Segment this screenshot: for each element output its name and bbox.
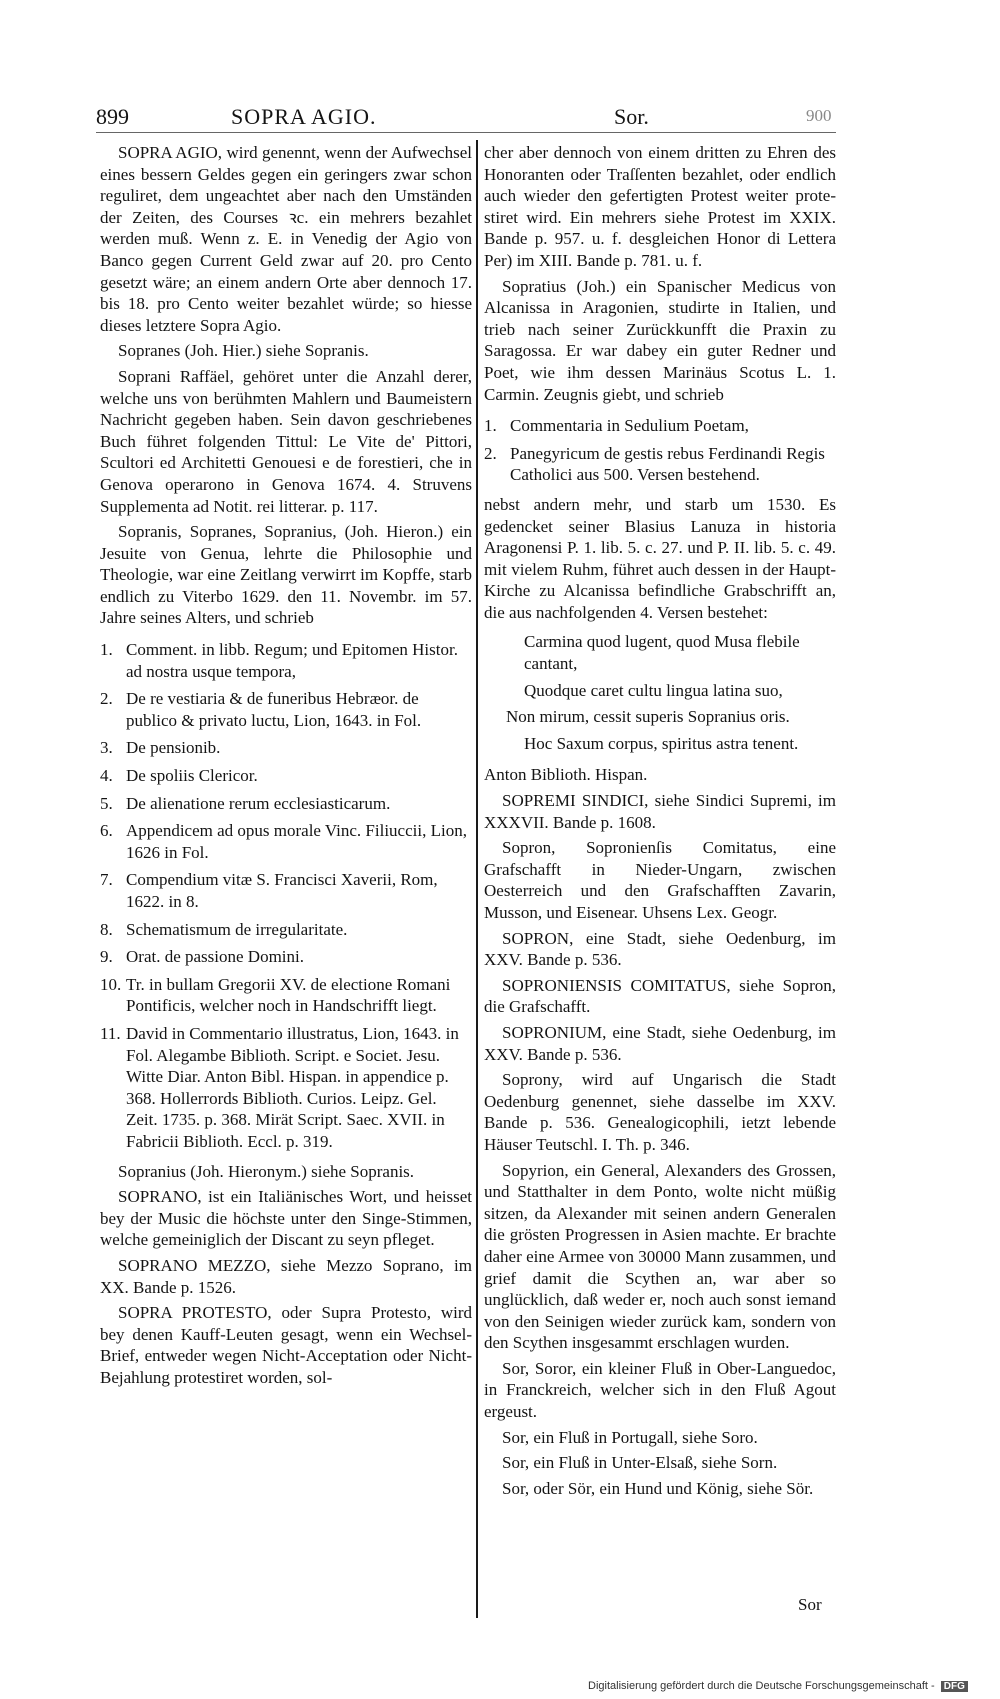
entry-sopron-comitatus: Sopron, Sopronienſis Comitatus, eine Grafschafft in Nieder-Ungarn, zwischen Oesterreich und den Grafschafften Zavarin, Musson, und Eisenear. Uhsens Lex. Geogr.	[484, 838, 836, 922]
footer-text: Digitalisierung gefördert durch die Deutsche Forschungsgemeinschaft -	[588, 1680, 935, 1692]
list-item: 10. Tr. in bullam Gregorii XV. de electione Romani Pontificis, welcher noch in Handschrifft liegt.	[100, 974, 451, 1016]
entry-sor-languedoc: Sor, Soror, ein kleiner Fluß in Ober-Languedoc, in Franckreich, welcher sich in den Fluß Agout ergeust.	[484, 1358, 836, 1422]
entry-sopratius: Sopratius (Joh.) ein Spanischer Medicus von Alcanissa in Aragonien, studirte in Italien, und trieb nach seiner Zurückkunfft die Praxin zu Saragossa. Er war dabey ein guter Redner und Poet, wie ihm dessen Marinäus Scotus L. 1. Carmin. Zeugnis giebt, und schrieb	[484, 276, 836, 404]
entry-soprano: SOPRANO, ist ein Italiänisches Wort, und heisset bey der Music die höchste unter den Singe-Stimmen, welche gemeiniglich der Discant zu seyn pfleget.	[100, 1187, 472, 1250]
sopratius-works-list	[484, 415, 836, 486]
list-item: 11. David in Commentario illustratus, Lion, 1643. in Fol. Alegambe Biblioth. Script. e Societ. Jesu. Witte Diar. Anton Bibl. Hispan. in appendice p. 368. Hollerrords Biblioth. Curios. Leipz. Gel. Zeit. 1735. p. 368. Mirät Script. Saec. XVII. in Fabricii Biblioth. Eccl. p. 319.	[100, 1023, 459, 1151]
entry-sopra-agio: SOPRA AGIO, wird genennt, wenn der Aufwechsel eines bessern Geldes gegen ein geringers zwar schon reguliret, dem ungeachtet aber nach den Umständen der Zeiten, des Courses ꝛc. ein mehrers bezahlet werden muß. Wenn z. E. in Venedig der Agio von Banco gegen Current Geld zwar auf 20. pro Cento gesetzt wäre; an einem andern Orte aber dennoch 17. bis 18. pro Cento weiter bezahlet würde; so hiesse dieses letztere Sopra Agio.	[100, 143, 472, 335]
running-head-right: Sor.	[614, 104, 649, 129]
entry-sopratius-cont: nebst andern mehr, und starb um 1530. Es gedencket seiner Blasius Lanuza in historia Aragonensi P. 1. lib. 5. c. 27. und P. II. lib. 5. c. 49. mit vielem Ruhm, führet auch dessen in der Haupt-Kirche zu Alcanissa befindliche Grabschrifft an, die aus nachfolgenden 4. Versen bestehet:	[484, 494, 836, 622]
poem-line: Quodque caret cultu lingua latina suo,	[524, 680, 783, 700]
entry-sopron-stadt: SOPRON, eine Stadt, siehe Oedenburg, im XXV. Bande p. 536.	[484, 928, 836, 970]
epitaph-poem	[506, 631, 836, 754]
entry-sopronium: SOPRONIUM, eine Stadt, siehe Oedenburg, im XXV. Bande p. 536.	[484, 1022, 836, 1064]
list-item: 6. Appendicem ad opus morale Vinc. Filiuccii, Lion, 1626 in Fol.	[100, 821, 467, 862]
poem-line: Carmina quod lugent, quod Musa flebile cantant,	[524, 632, 800, 674]
list-item: 1. Comment. in libb. Regum; und Epitomen Histor. ad nostra usque tempora,	[100, 640, 458, 681]
dfg-logo: DFG	[941, 1681, 968, 1692]
entry-sopra-protesto: SOPRA PROTESTO, oder Supra Protesto, wird bey denen Kauff-Leuten gesagt, wenn ein Wechsel-Brief, entweder wegen Nicht-Acceptation oder Nicht-Bejahlung protestiret worden, sol-	[100, 1303, 472, 1387]
list-item: 9. Orat. de passione Domini.	[100, 947, 304, 967]
catchword: Sor	[798, 1595, 822, 1614]
entry-soprony: Soprony, wird auf Ungarisch die Stadt Oedenburg genennet, siehe dasselbe im XXV. Bande p. 536. Genealogicophili, ietzt lebende Häuser Teutschl. I. Th. p. 346.	[484, 1070, 836, 1154]
entry-sopronienis: SOPRONIENSIS COMITATUS, siehe Sopron, die Grafschafft.	[484, 975, 836, 1017]
list-item: 7. Compendium vitæ S. Francisci Xaverii, Rom, 1622. in 8.	[100, 870, 438, 911]
list-item: 3. De pensionib.	[100, 738, 221, 758]
entry-sor-hund: Sor, oder Sör, ein Hund und König, siehe Sör.	[502, 1478, 814, 1498]
entry-soprano-mezzo: SOPRANO MEZZO, siehe Mezzo Soprano, im XX. Bande p. 1526.	[100, 1255, 472, 1297]
digitization-footer	[588, 1680, 968, 1692]
page-number: 899	[96, 104, 129, 129]
entry-sopranius: Sopranius (Joh. Hieronym.) siehe Sopranis.	[118, 1161, 415, 1181]
entry-sopranis: Sopranis, Sopranes, Sopranius, (Joh. Hieron.) ein Jesuite von Genua, lehrte die Philosophie und Theologie, war eine Zeitlang verwirrt im Kopffe, starb endlich zu Viterbo 1629. den 11. Novembr. im 57. Jahre seines Alters, und schrieb	[100, 522, 472, 628]
entry-sopyrion: Sopyrion, ein General, Alexanders des Grossen, und Statthalter in dem Ponto, wolte nicht müßig sitzen, da Alexander mit seinen andern Generalen die grösten Progressen in Asien machte. Er brachte daher eine Armee von 30000 Mann zusammen, und grief damit die Scythen an, war aber so unglücklich, daß weder er, noch auch sonst iemand von den Seinigen wieder zurück kam, sondern von den Scythen insgesammt erschlagen wurden.	[484, 1160, 836, 1353]
list-item: 5. De alienatione rerum ecclesiasticarum.	[100, 793, 391, 813]
entry-sor-portugall: Sor, ein Fluß in Portugall, siehe Soro.	[502, 1427, 758, 1447]
list-item: 8. Schematismum de irregularitate.	[100, 919, 348, 939]
entry-sopranes: Sopranes (Joh. Hier.) siehe Sopranis.	[118, 341, 369, 361]
column-rule	[476, 140, 478, 1618]
ghost-page-number: 900	[806, 106, 832, 125]
entry-sopra-protesto-cont: cher aber dennoch von einem dritten zu Ehren des Honoranten oder Traſſenten bezahlet, oder endlich auch wieder den gefertigten Protest weiter protestiret wird. Ein mehrers siehe Protest im XXIX. Bande p. 957. u. f. desgleichen Honor di Lettera Per) im XIII. Bande p. 781. u. f.	[484, 143, 836, 270]
entry-sopremi-sindici: SOPREMI SINDICI, siehe Sindici Supremi, im XXXVII. Bande p. 1608.	[484, 791, 836, 832]
poem-line: Hoc Saxum corpus, spiritus astra tenent.	[524, 733, 799, 753]
entry-anton-ref: Anton Biblioth. Hispan.	[484, 765, 648, 785]
list-item: 2. De re vestiaria & de funeribus Hebræor. de publico & privato luctu, Lion, 1643. in Fol.	[100, 689, 422, 730]
header-rule	[96, 132, 836, 133]
running-header	[96, 104, 836, 134]
entry-sor-elsass: Sor, ein Fluß in Unter-Elsaß, siehe Sorn.	[502, 1453, 778, 1473]
left-column	[100, 142, 472, 1392]
list-item: 4. De spoliis Clericor.	[100, 766, 258, 786]
sopranis-works-list	[100, 639, 472, 1152]
list-item: 2. Panegyricum de gestis rebus Ferdinandi Regis Catholici aus 500. Versen bestehend.	[484, 443, 825, 485]
right-column	[484, 142, 836, 1503]
running-head-left: SOPRA AGIO.	[231, 104, 377, 129]
list-item: 1. Commentaria in Sedulium Poetam,	[484, 416, 749, 436]
entry-soprani-raffael: Soprani Raffäel, gehöret unter die Anzahl derer, welche uns von berühmten Mahlern und Baumeistern Nachricht gegeben haben. Sein davon geschriebenes Buch führet folgenden Tittul: Le Vite de' Pittori, Scultori ed Architetti Genouesi e de forestieri, che in Genova operarono in Genova 1674. 4. Struvens Supplementa ad Notit. rei litterar. p. 117.	[100, 366, 472, 516]
poem-line: Non mirum, cessit superis Sopranius oris.	[506, 707, 790, 727]
